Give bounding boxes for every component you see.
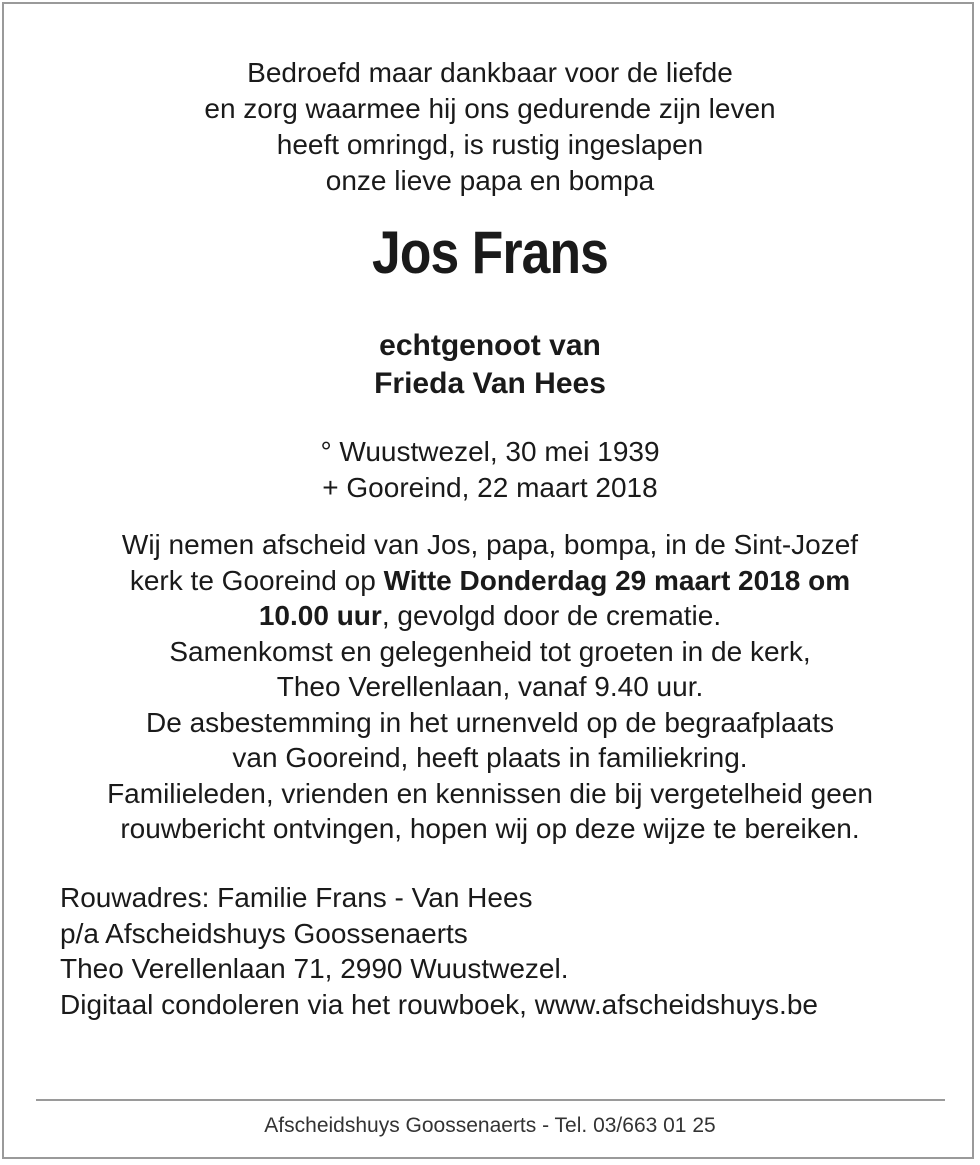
deceased-name: Jos Frans xyxy=(371,219,609,286)
intro-line: Bedroefd maar dankbaar voor de liefde xyxy=(247,57,733,88)
ceremony-line: Familieleden, vrienden en kennissen die bij vergetelheid geen xyxy=(107,777,873,809)
ceremony-line: rouwbericht ontvingen, hopen wij op deze wijze te bereiken. xyxy=(120,813,860,844)
spouse-block xyxy=(0,327,980,403)
mourning-address xyxy=(60,880,960,1022)
address-line: Rouwadres: Familie Frans - Van Hees xyxy=(60,882,533,913)
ceremony-line: Samenkomst en gelegenheid tot groeten in de kerk, xyxy=(169,635,811,667)
footer-divider xyxy=(36,1099,945,1101)
spouse-relation: echtgenoot van xyxy=(379,329,601,362)
intro-line: heeft omringd, is rustig ingeslapen xyxy=(276,129,704,160)
address-line: p/a Afscheidshuys Goossenaerts xyxy=(60,917,468,949)
ceremony-date-bold: Witte Donderdag 29 maart 2018 om xyxy=(383,564,851,596)
intro-text xyxy=(0,55,980,199)
address-line: Digitaal condoleren via het rouwboek, www.afscheidshuys.be xyxy=(60,988,818,1020)
spouse-name: Frieda Van Hees xyxy=(374,367,606,400)
birth-date: ° Wuustwezel, 30 mei 1939 xyxy=(320,436,660,467)
ceremony-line: De asbestemming in het urnenveld op de begraafplaats xyxy=(146,706,834,738)
ceremony-line: Wij nemen afscheid van Jos, papa, bompa, in de Sint-Jozef xyxy=(121,529,859,560)
funeral-home-footer: Afscheidshuys Goossenaerts - Tel. 03/663 01 25 xyxy=(264,1114,716,1137)
ceremony-line: van Gooreind, heeft plaats in familiekring. xyxy=(232,742,748,773)
ceremony-line xyxy=(0,563,980,599)
death-date: + Gooreind, 22 maart 2018 xyxy=(322,472,658,503)
ceremony-line: Theo Verellenlaan, vanaf 9.40 uur. xyxy=(276,671,704,702)
ceremony-time-bold: 10.00 uur xyxy=(258,600,382,631)
intro-line: en zorg waarmee hij ons gedurende zijn leven xyxy=(204,93,776,124)
ceremony-text xyxy=(0,527,980,847)
life-dates xyxy=(0,434,980,506)
intro-line: onze lieve papa en bompa xyxy=(325,165,655,196)
ceremony-line2-prefix: kerk te Gooreind op xyxy=(129,564,384,596)
ceremony-line xyxy=(0,598,980,634)
ceremony-line3-suffix: , gevolgd door de crematie. xyxy=(381,600,722,631)
address-line: Theo Verellenlaan 71, 2990 Wuustwezel. xyxy=(60,953,569,984)
